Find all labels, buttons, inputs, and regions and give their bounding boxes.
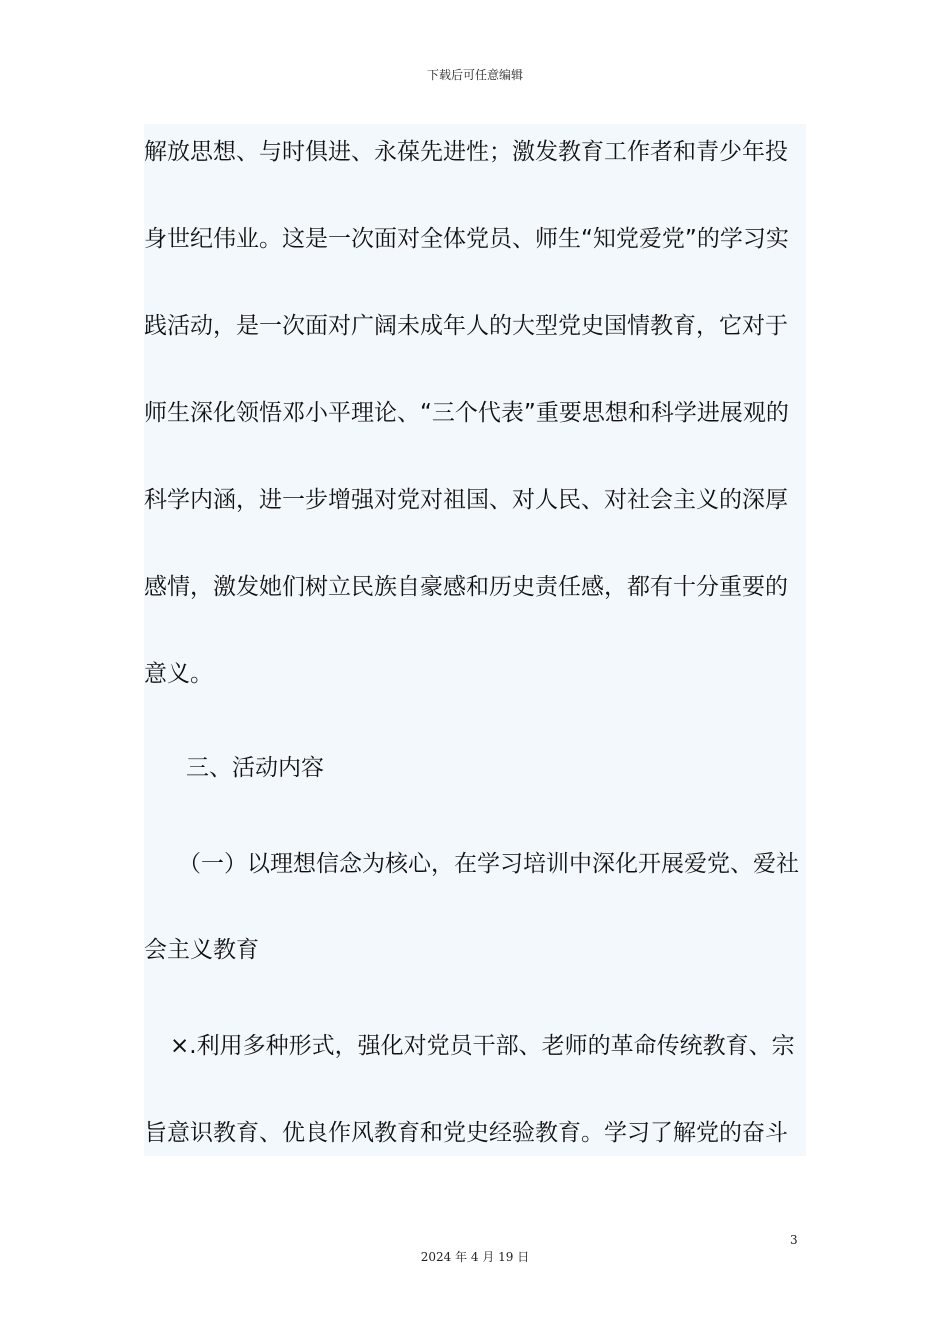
subsection-heading: （一）以理想信念为核心，在学习培训中深化开展爱党、爱社 [178, 851, 799, 877]
paragraph-line: 身世纪伟业。这是一次面对全体党员、师生“知党爱党”的学习实 [144, 226, 789, 252]
paragraph-line: 科学内涵，进一步增强对党对祖国、对人民、对社会主义的深厚 [144, 487, 788, 513]
paragraph-line: 师生深化领悟邓小平理论、“三个代表”重要思想和科学进展观的 [144, 400, 789, 426]
paragraph-line: 践活动，是一次面对广阔未成年人的大型党史国情教育，它对于 [144, 313, 788, 339]
page-footer-date: 2024 年 4 月 19 日 [420, 1250, 530, 1264]
paragraph-line: 意义。 [144, 661, 213, 687]
paragraph-line: 会主义教育 [144, 937, 259, 963]
section-heading: 三、活动内容 [186, 755, 324, 781]
paragraph-line: 解放思想、与时俱进、永葆先进性；激发教育工作者和青少年投 [144, 139, 788, 165]
page-number: 3 [790, 1233, 798, 1247]
list-item-line: ×.利用多种形式，强化对党员干部、老师的革命传统教育、宗 [170, 1033, 795, 1059]
paragraph-line: 感情，激发她们树立民族自豪感和历史责任感，都有十分重要的 [144, 574, 788, 600]
paragraph-line: 旨意识教育、优良作风教育和党史经验教育。学习了解党的奋斗 [144, 1120, 788, 1146]
document-body [144, 124, 806, 1156]
page-header: 下载后可任意编辑 [426, 68, 523, 82]
